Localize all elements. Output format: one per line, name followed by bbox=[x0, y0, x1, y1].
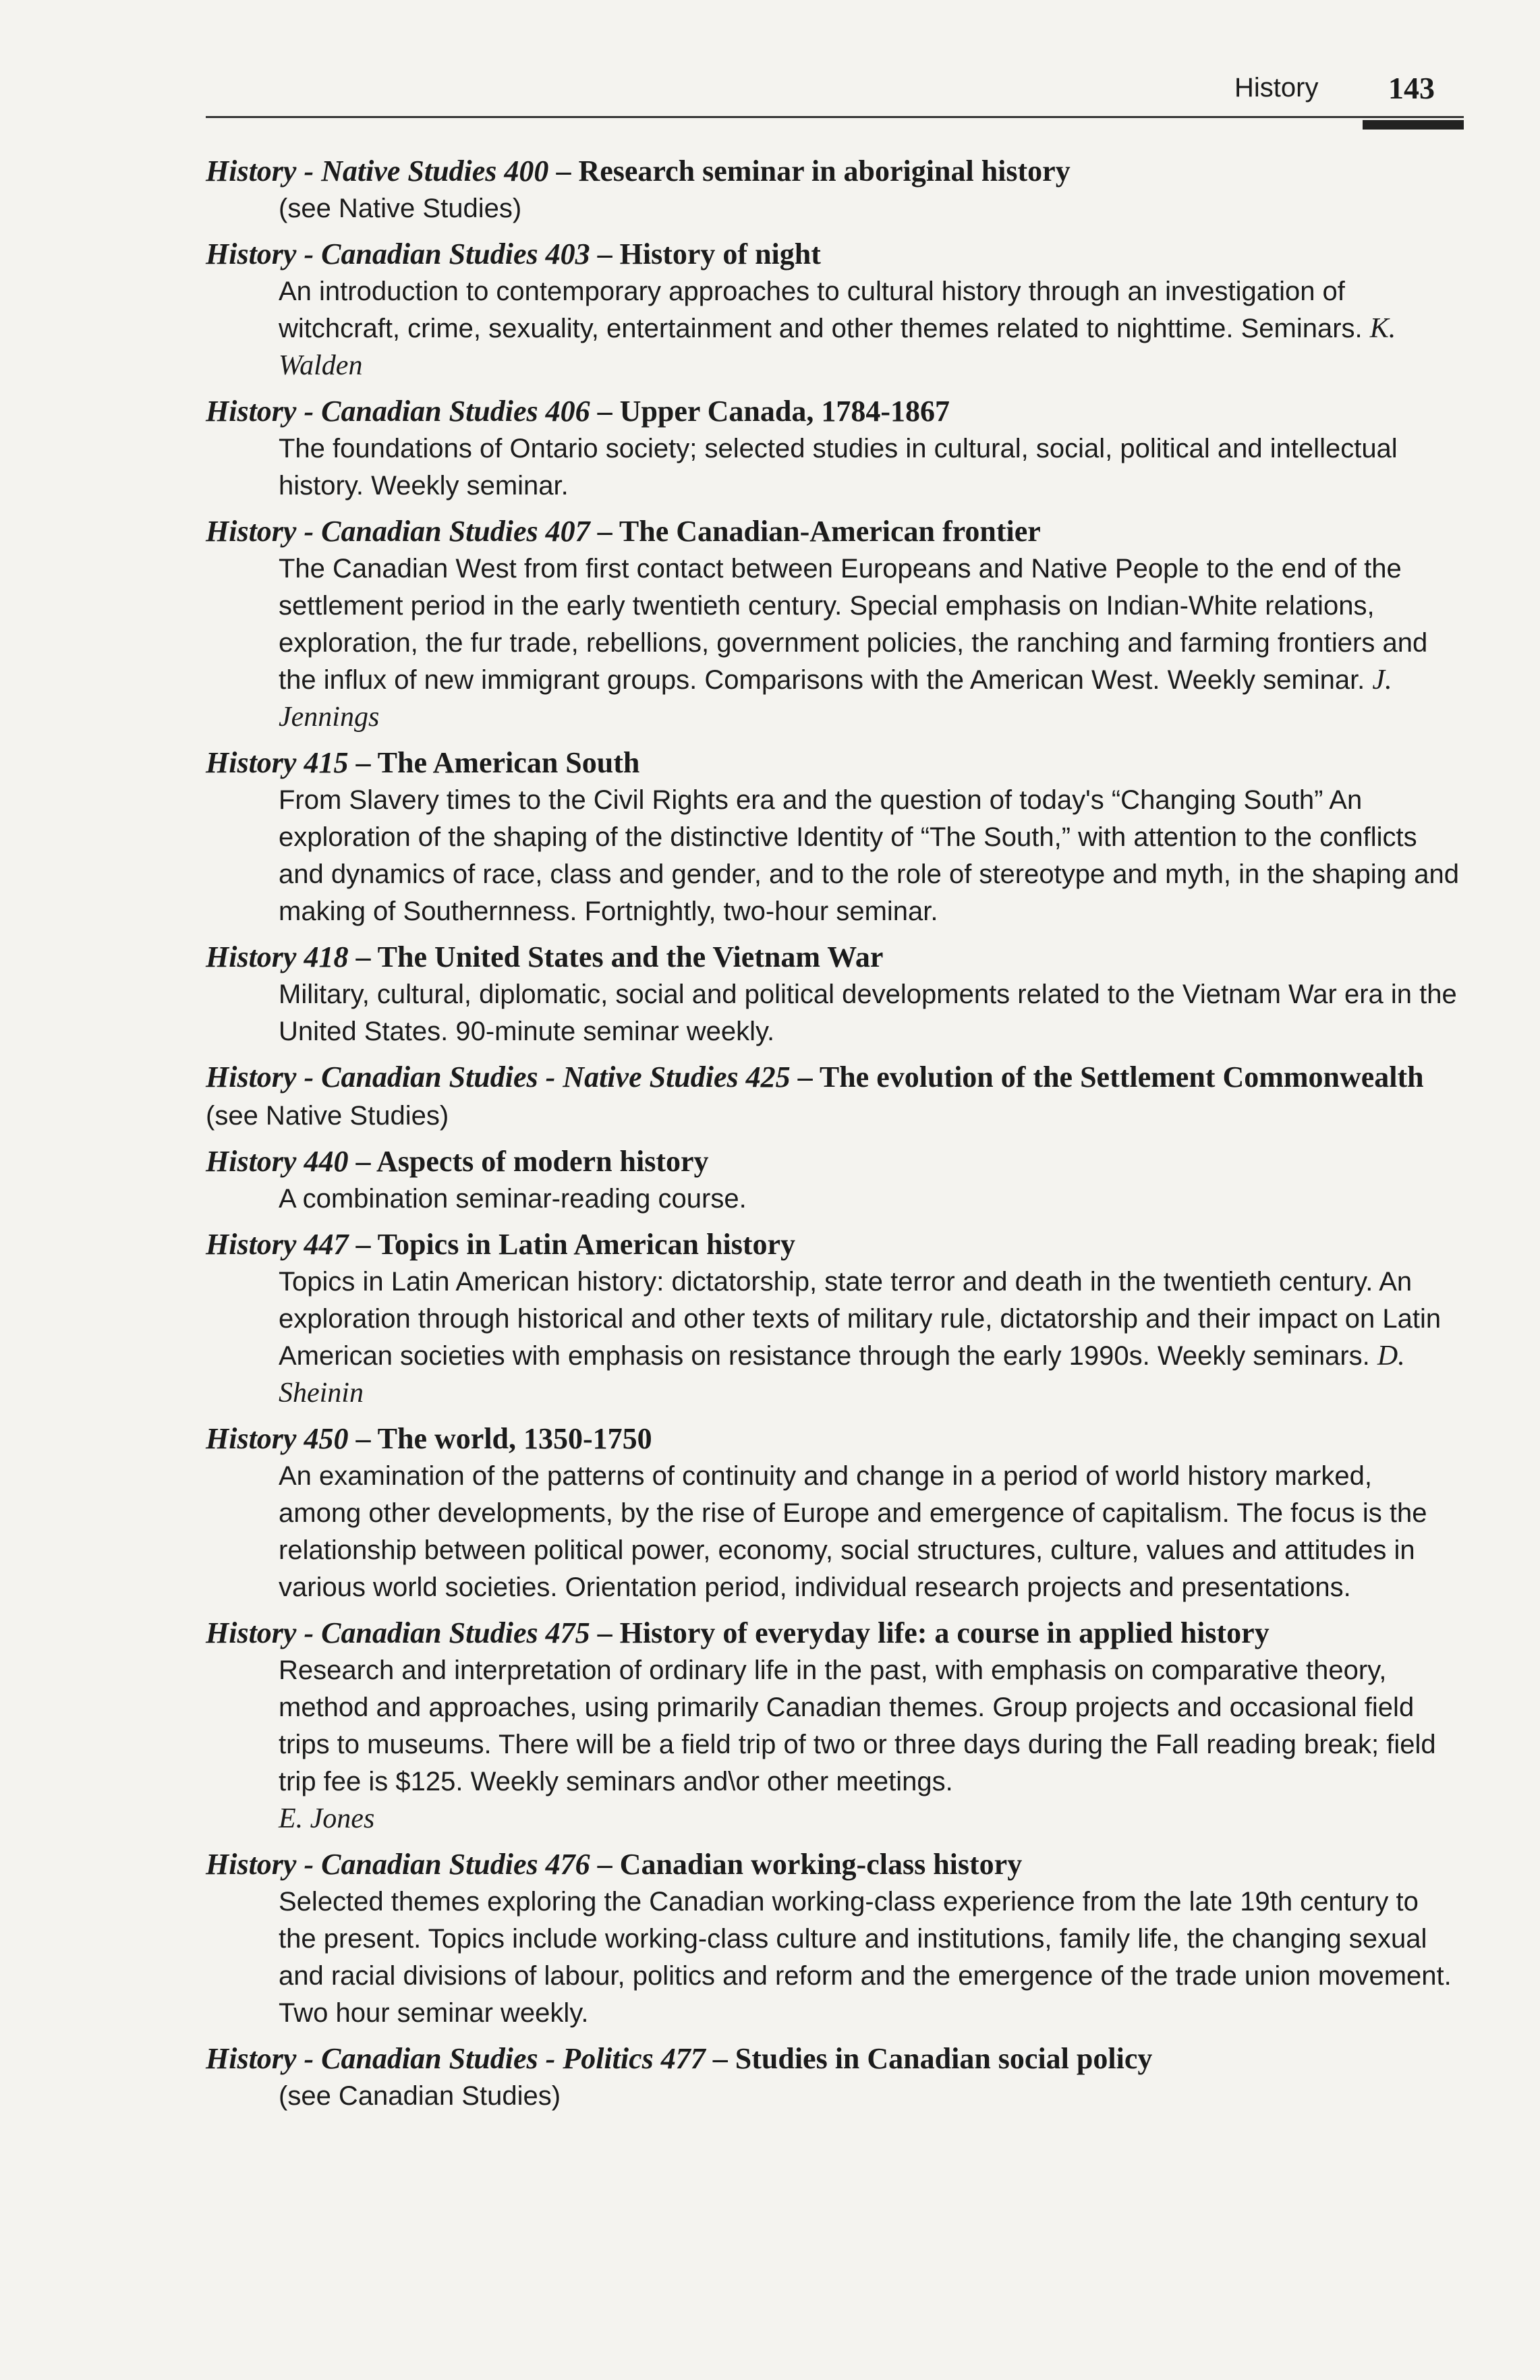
course-entry bbox=[206, 1846, 1460, 2032]
course-heading: History - Canadian Studies 407 – The Canadian-American frontier bbox=[206, 515, 1041, 548]
course-code: History - Canadian Studies - Native Studies 425 bbox=[206, 1060, 791, 1094]
course-description: An examination of the patterns of continuity and change in a period of world history marked, among other developments, by the rise of Europe and emergence of capitalism. The focus is the relationship between political power, economy, social structures, culture, values and attitudes in various world societies. Orientation period, individual research projects and presentations. bbox=[279, 1461, 1427, 1602]
course-heading: History 415 – The American South bbox=[206, 746, 640, 779]
course-heading: History 418 – The United States and the Vietnam War bbox=[206, 940, 884, 973]
course-description: An introduction to contemporary approaches to cultural history through an investigation of witchcraft, crime, sexuality, entertainment and other themes related to nighttime. Seminars. bbox=[279, 277, 1363, 343]
course-entry bbox=[206, 235, 1460, 385]
course-heading: History - Canadian Studies - Native Studies 425 – The evolution of the Settlement Commonwealth (see Native Studies) bbox=[206, 1060, 1424, 1131]
course-entry bbox=[206, 938, 1460, 1050]
course-description: A combination seminar-reading course. bbox=[279, 1184, 747, 1214]
page-number: 143 bbox=[1388, 71, 1435, 105]
course-entry bbox=[206, 1143, 1460, 1218]
course-code: History 450 bbox=[206, 1422, 349, 1455]
course-code: History - Native Studies 400 bbox=[206, 154, 549, 188]
course-description: Military, cultural, diplomatic, social and political developments related to the Vietnam War era in the United States. 90-minute seminar weekly. bbox=[279, 980, 1457, 1046]
course-see-reference: (see Native Studies) bbox=[206, 1101, 449, 1131]
course-entry bbox=[206, 1226, 1460, 1412]
course-entry bbox=[206, 1420, 1460, 1606]
course-description: Research and interpretation of ordinary life in the past, with emphasis on comparative theory, method and approaches, using primarily Canadian themes. Group projects and occasional field trips to museums. There will be a field trip of two or three days during the Fall reading break; field trip fee is $125. Weekly seminars and\or other meetings. bbox=[279, 1655, 1436, 1796]
course-heading: History 450 – The world, 1350-1750 bbox=[206, 1422, 652, 1455]
course-description: (see Native Studies) bbox=[279, 194, 522, 223]
course-entry bbox=[206, 1058, 1460, 1135]
course-title: The evolution of the Settlement Commonwealth bbox=[819, 1060, 1424, 1094]
course-code: History 440 bbox=[206, 1145, 349, 1178]
course-heading: History - Canadian Studies 476 – Canadian working-class history bbox=[206, 1848, 1023, 1881]
course-instructor: K. Walden bbox=[279, 313, 1396, 381]
running-header: History bbox=[1234, 73, 1319, 103]
header-bar bbox=[1363, 120, 1464, 130]
course-entry bbox=[206, 393, 1460, 505]
course-heading: History - Canadian Studies 406 – Upper Canada, 1784-1867 bbox=[206, 395, 950, 428]
course-entry bbox=[206, 744, 1460, 930]
course-instructor: D. Sheinin bbox=[279, 1340, 1405, 1409]
course-description-block bbox=[279, 550, 1460, 736]
course-title: The world, 1350-1750 bbox=[377, 1422, 652, 1455]
course-title: Canadian working-class history bbox=[619, 1848, 1023, 1881]
course-heading: History 447 – Topics in Latin American history bbox=[206, 1228, 796, 1261]
course-code: History - Canadian Studies 475 bbox=[206, 1616, 590, 1649]
course-code: History 415 bbox=[206, 746, 349, 779]
course-description-block bbox=[279, 273, 1460, 385]
course-title: The Canadian-American frontier bbox=[619, 515, 1041, 548]
course-heading: History - Canadian Studies 403 – History of night bbox=[206, 237, 821, 271]
course-code: History - Canadian Studies 476 bbox=[206, 1848, 590, 1881]
course-description: Topics in Latin American history: dictatorship, state terror and death in the twentieth century. An exploration through historical and other texts of military rule, dictatorship and their impact on Latin American societies with emphasis on resistance through the early 1990s. Weekly seminars. bbox=[279, 1267, 1442, 1371]
course-title: Research seminar in aboriginal history bbox=[578, 154, 1071, 188]
course-instructor: J. Jennings bbox=[279, 664, 1392, 733]
course-title: Upper Canada, 1784-1867 bbox=[619, 395, 950, 428]
course-instructor: E. Jones bbox=[279, 1803, 375, 1834]
course-description: The Canadian West from first contact between Europeans and Native People to the end of the settlement period in the early twentieth century. Special emphasis on Indian-White relations, exploration, the fur trade, rebellions, government policies, the ranching and farming frontiers and the influx of new immigrant groups. Comparisons with the American West. Weekly seminar. bbox=[279, 554, 1428, 695]
course-code: History - Canadian Studies 406 bbox=[206, 395, 590, 428]
course-title: Topics in Latin American history bbox=[377, 1228, 796, 1261]
course-description-block bbox=[279, 1264, 1460, 1412]
course-title: The American South bbox=[377, 746, 640, 779]
course-entry bbox=[206, 1614, 1460, 1838]
course-list bbox=[206, 152, 1460, 2123]
course-description: The foundations of Ontario society; selected studies in cultural, social, political and intellectual history. Weekly seminar. bbox=[279, 434, 1398, 501]
course-title: History of everyday life: a course in applied history bbox=[619, 1616, 1270, 1649]
course-heading: History - Native Studies 400 – Research seminar in aboriginal history bbox=[206, 154, 1071, 188]
course-description: Selected themes exploring the Canadian working-class experience from the late 19th century to the present. Topics include working-class culture and institutions, family life, the changing sexual and racial divisions of labour, politics and reform and the emergence of the trade union movement. Two hour seminar weekly. bbox=[279, 1887, 1452, 2028]
course-code: History - Canadian Studies 407 bbox=[206, 515, 590, 548]
course-entry bbox=[206, 513, 1460, 736]
course-title: The United States and the Vietnam War bbox=[377, 940, 884, 973]
course-code: History - Canadian Studies 403 bbox=[206, 237, 590, 271]
course-code: History 418 bbox=[206, 940, 349, 973]
course-heading: History 440 – Aspects of modern history bbox=[206, 1145, 709, 1178]
course-title: History of night bbox=[619, 237, 821, 271]
course-code: History - Canadian Studies - Politics 477 bbox=[206, 2042, 706, 2075]
course-heading: History - Canadian Studies 475 – History of everyday life: a course in applied history bbox=[206, 1616, 1270, 1649]
course-code: History 447 bbox=[206, 1228, 349, 1261]
course-entry bbox=[206, 2040, 1460, 2115]
course-heading: History - Canadian Studies - Politics 477 – Studies in Canadian social policy bbox=[206, 2042, 1153, 2075]
course-title: Studies in Canadian social policy bbox=[735, 2042, 1153, 2075]
course-entry bbox=[206, 152, 1460, 227]
course-description: From Slavery times to the Civil Rights era and the question of today's “Changing South” An exploration of the shaping of the distinctive Identity of “The South,” with attention to the conflicts and dynamics of race, class and gender, and to the role of stereotype and myth, in the shaping and making of Southernness. Fortnightly, two-hour seminar. bbox=[279, 785, 1459, 926]
course-title: Aspects of modern history bbox=[376, 1145, 709, 1178]
course-description: (see Canadian Studies) bbox=[279, 2081, 561, 2111]
header-rule bbox=[206, 116, 1464, 118]
